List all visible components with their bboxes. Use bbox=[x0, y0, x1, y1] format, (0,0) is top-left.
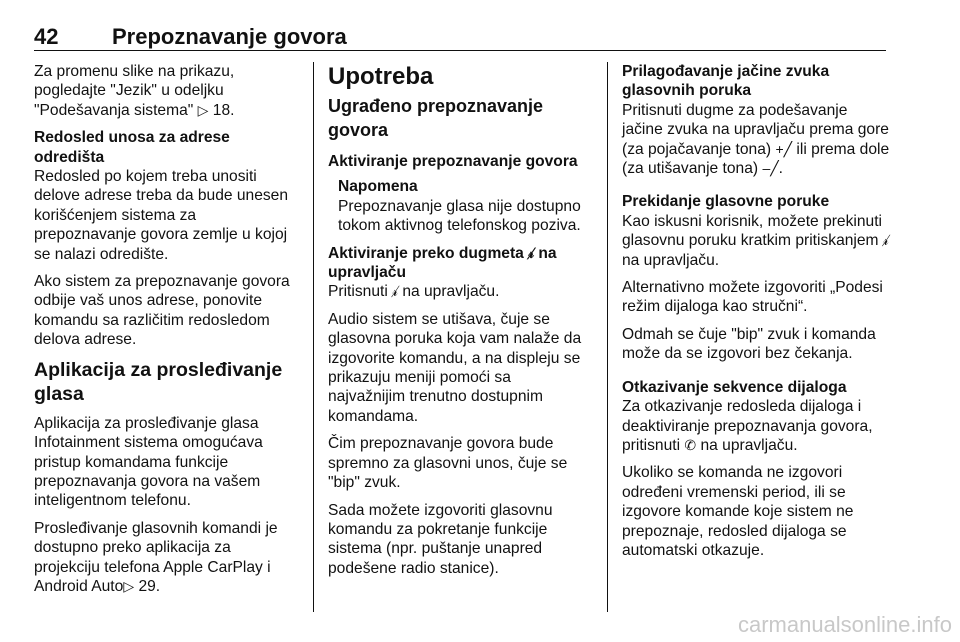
page-number: 42 bbox=[34, 24, 59, 49]
voice-passthrough-paragraph-1: Aplikacija za prosleđivanje glasa Infotainment sistema omogućava pristup komandama funkcije prepoznavanja govora na vašem inteligentnom telefonu. bbox=[34, 414, 263, 510]
note-text: Prepoznavanje glasa nije dostupno tokom aktivnog telefonskog poziva. bbox=[338, 197, 581, 235]
volume-down-icon: –╱ bbox=[762, 160, 779, 177]
cancel-text-a: Za otkazivanje redosleda dijaloga i deaktiviranje prepoznavanja govora, pritisnuti bbox=[622, 398, 873, 454]
heading-voice-passthrough: Aplikacija za prosleđivanje glasa bbox=[34, 358, 283, 405]
section-title-cancel: Otkazivanje sekvence dijaloga bbox=[622, 378, 847, 396]
interrupt-text-a: Kao iskusni korisnik, možete prekinuti glasovnu poruku kratkim pritiskanjem bbox=[622, 212, 883, 250]
column-divider-1 bbox=[313, 62, 314, 612]
voice-button-icon: 𝓇̸ bbox=[392, 283, 398, 300]
address-order-paragraph-2: Ako sistem za prepoznavanje govora odbije vaš unos adrese, ponovite komandu sa različitim redosledom delova adrese. bbox=[34, 273, 290, 349]
interrupt-paragraph bbox=[622, 212, 892, 270]
audio-paragraph: Audio sistem se utišava, čuje se glasovna poruka koja vam nalaže da izgovorite komandu, a na displeju se prikazuju meniji pomoći sa najvažnijim trenutno dostupnim komandama. bbox=[328, 310, 582, 425]
section-title-activate-button bbox=[328, 244, 592, 283]
heading-builtin-recognition: Ugrađeno prepoznavanje govora bbox=[328, 96, 544, 140]
cancel-text-b: na upravljaču. bbox=[700, 436, 798, 454]
beep-paragraph: Odmah se čuje "bip" zvuk i komanda može da se izgovori bez čekanja. bbox=[622, 325, 876, 363]
volume-up-icon: +╱ bbox=[775, 140, 793, 157]
press-text-b: na upravljaču. bbox=[402, 283, 500, 301]
note-title: Napomena bbox=[338, 178, 418, 196]
ready-paragraph: Čim prepoznavanje govora bude spremno za glasovni unos, čuje se "bip" zvuk. bbox=[328, 435, 568, 492]
press-text-a: Pritisnuti bbox=[328, 283, 388, 301]
volume-text-b: ili prema dole (za utišavanje tona) bbox=[622, 140, 890, 178]
cancel-paragraph bbox=[622, 397, 892, 455]
page-reference-arrow-icon: ▷ bbox=[123, 577, 135, 594]
timeout-paragraph: Ukoliko se komanda ne izgovori određeni vremenski period, ili se izgovore komande koje sistem ne prepoznaje, redosled dijaloga se automatski otkazuje. bbox=[622, 464, 854, 559]
activate-button-title-b: na upravljaču bbox=[328, 244, 557, 282]
column-3 bbox=[622, 62, 892, 568]
page-title: Prepoznavanje govora bbox=[112, 24, 347, 49]
command-paragraph: Sada možete izgovoriti glasovnu komandu za pokretanje funkcije sistema (npr. puštanje unapred podešene radio stanice). bbox=[328, 501, 553, 577]
note-box bbox=[338, 177, 592, 235]
page-header bbox=[34, 24, 886, 51]
section-title-interrupt: Prekidanje glasovne poruke bbox=[622, 193, 830, 211]
voice-button-icon: 𝓇̸ bbox=[882, 232, 889, 249]
interrupt-text-b: na upravljaču. bbox=[622, 251, 720, 269]
intro-text: Za promenu slike na prikazu, pogledajte "Jezik" u odeljku "Podešavanja sistema" bbox=[34, 63, 235, 119]
phone-icon: ✆ bbox=[684, 436, 697, 453]
address-order-paragraph-1: Redosled po kojem treba unositi delove adrese treba da bude unesen korišćenjem sistema za prepoznavanje govora zemlje u kojoj se nalazi odredište. bbox=[34, 168, 289, 263]
column-1 bbox=[34, 62, 300, 604]
column-2 bbox=[328, 62, 592, 586]
volume-text-a: Pritisnuti dugme za podešavanje jačine zvuka na upravljaču prema gore (za pojačavanje tona) bbox=[622, 101, 889, 158]
intro-paragraph bbox=[34, 62, 300, 120]
expert-mode-paragraph: Alternativno možete izgovoriti „Podesi režim dijaloga kao stručni“. bbox=[622, 279, 883, 316]
activate-button-title-a: Aktiviranje preko dugmeta bbox=[328, 244, 524, 262]
column-divider-2 bbox=[607, 62, 608, 612]
section-title-volume: Prilagođavanje jačine zvuka glasovnih poruka bbox=[622, 63, 830, 100]
page-reference-arrow-icon: ▷ bbox=[197, 101, 209, 118]
voice-passthrough-paragraph-2 bbox=[34, 519, 300, 597]
passthrough-text: Prosleđivanje glasovnih komandi je dostupno preko aplikacija za projekciju telefona Apple CarPlay i Android Auto bbox=[34, 519, 278, 595]
intro-page-ref[interactable]: 18. bbox=[212, 101, 235, 119]
section-title-address-order: Redosled unosa za adrese odredišta bbox=[34, 129, 230, 166]
press-paragraph bbox=[328, 282, 592, 301]
passthrough-page-ref[interactable]: 29. bbox=[138, 577, 161, 595]
volume-paragraph: Pritisnuti dugme za podešavanje jačine zvuka na upravljaču prema gore (za pojačavanje tona) +╱ ili prema dole (za utišavanje tona) –╱. bbox=[622, 101, 890, 178]
heading-usage: Upotreba bbox=[328, 63, 434, 90]
voice-button-icon: 𝓇̸ bbox=[528, 244, 535, 261]
watermark: carmanualsonline.info bbox=[737, 612, 952, 637]
section-title-activation: Aktiviranje prepoznavanje govora bbox=[328, 153, 578, 170]
